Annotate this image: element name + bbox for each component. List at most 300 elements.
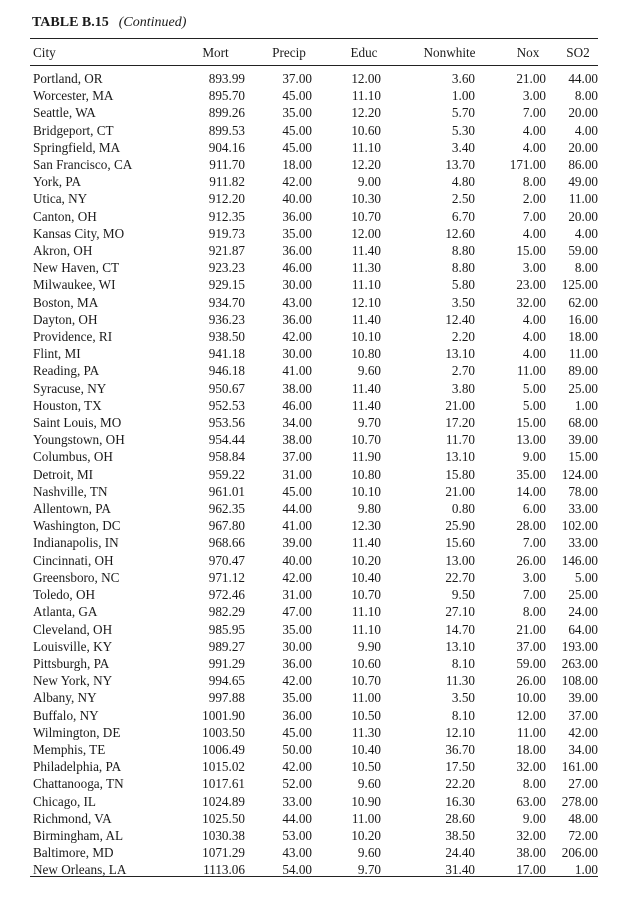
cell-educ: 12.00 xyxy=(351,71,381,86)
table-row xyxy=(30,173,598,190)
cell-nox: 63.00 xyxy=(516,793,546,809)
cell-so2: 20.00 xyxy=(568,139,598,155)
cell-educ: 11.00 xyxy=(351,810,381,826)
table-header-row xyxy=(30,41,598,65)
cell-so2: 72.00 xyxy=(568,827,598,843)
table-row xyxy=(30,397,598,414)
cell-so2: 42.00 xyxy=(568,724,598,740)
cell-so2: 78.00 xyxy=(568,483,598,499)
table-row xyxy=(30,827,598,844)
cell-nox: 171.00 xyxy=(509,157,546,173)
cell-nonwhite: 12.60 xyxy=(445,225,475,241)
cell-educ: 9.90 xyxy=(357,638,381,654)
cell-nox: 10.00 xyxy=(516,690,546,706)
cell-precip: 36.00 xyxy=(282,243,312,259)
cell-precip: 31.00 xyxy=(282,587,312,603)
cell-nonwhite: 3.80 xyxy=(451,380,475,396)
cell-mort: 1017.61 xyxy=(202,776,245,792)
cell-precip: 44.00 xyxy=(282,810,312,826)
table-row xyxy=(30,500,598,517)
cell-so2: 64.00 xyxy=(568,621,598,637)
cell-precip: 30.00 xyxy=(282,346,312,362)
cell-precip: 45.00 xyxy=(282,88,312,104)
cell-so2: 4.00 xyxy=(574,225,598,241)
cell-nox: 59.00 xyxy=(516,655,546,671)
cell-educ: 12.20 xyxy=(351,105,381,121)
table-row xyxy=(30,672,598,689)
cell-mort: 952.53 xyxy=(208,397,245,413)
cell-precip: 41.00 xyxy=(282,518,312,534)
cell-mort: 954.44 xyxy=(208,432,245,448)
cell-mort: 941.18 xyxy=(208,346,245,362)
cell-mort: 911.70 xyxy=(209,157,245,173)
cell-so2: 8.00 xyxy=(574,260,598,276)
table-row xyxy=(30,483,598,500)
cell-so2: 193.00 xyxy=(561,638,598,654)
cell-city: Seattle, WA xyxy=(33,105,96,121)
cell-educ: 10.80 xyxy=(351,346,381,362)
cell-precip: 35.00 xyxy=(282,225,312,241)
cell-city: Youngstown, OH xyxy=(33,432,125,448)
cell-educ: 12.00 xyxy=(351,225,381,241)
cell-mort: 929.15 xyxy=(208,277,245,293)
cell-educ: 11.40 xyxy=(351,243,381,259)
cell-so2: 15.00 xyxy=(568,449,598,465)
cell-so2: 11.00 xyxy=(568,346,598,362)
cell-mort: 899.26 xyxy=(208,105,245,121)
cell-educ: 10.70 xyxy=(351,208,381,224)
cell-mort: 991.29 xyxy=(208,655,245,671)
table-label: TABLE B.15 xyxy=(32,15,109,30)
cell-nox: 12.00 xyxy=(516,707,546,723)
cell-so2: 11.00 xyxy=(568,191,598,207)
cell-nonwhite: 17.20 xyxy=(445,415,475,431)
cell-precip: 40.00 xyxy=(282,191,312,207)
cell-educ: 10.70 xyxy=(351,673,381,689)
cell-nox: 7.00 xyxy=(522,208,546,224)
cell-mort: 921.87 xyxy=(208,243,245,259)
cell-mort: 997.88 xyxy=(208,690,245,706)
cell-educ: 11.10 xyxy=(351,139,381,155)
cell-nox: 15.00 xyxy=(516,243,546,259)
cell-educ: 10.70 xyxy=(351,432,381,448)
cell-mort: 994.65 xyxy=(208,673,245,689)
cell-mort: 1015.02 xyxy=(202,759,245,775)
table-row xyxy=(30,844,598,861)
cell-educ: 10.50 xyxy=(351,759,381,775)
cell-nox: 3.00 xyxy=(522,260,546,276)
cell-nonwhite: 31.40 xyxy=(445,862,475,878)
cell-so2: 62.00 xyxy=(568,294,598,310)
cell-nox: 21.00 xyxy=(516,621,546,637)
cell-so2: 68.00 xyxy=(568,415,598,431)
cell-mort: 971.12 xyxy=(208,569,245,585)
cell-precip: 36.00 xyxy=(282,208,312,224)
column-header-so2: SO2 xyxy=(566,45,590,60)
cell-so2: 20.00 xyxy=(568,105,598,121)
cell-educ: 10.70 xyxy=(351,587,381,603)
table-row xyxy=(30,276,598,293)
cell-educ: 10.50 xyxy=(351,707,381,723)
cell-city: Cincinnati, OH xyxy=(33,552,114,568)
cell-educ: 11.10 xyxy=(351,604,381,620)
cell-so2: 1.00 xyxy=(574,397,598,413)
cell-precip: 36.00 xyxy=(282,707,312,723)
cell-educ: 12.20 xyxy=(351,157,381,173)
cell-city: Allentown, PA xyxy=(33,501,111,517)
cell-precip: 38.00 xyxy=(282,380,312,396)
cell-nonwhite: 28.60 xyxy=(445,810,475,826)
cell-nonwhite: 16.30 xyxy=(445,793,475,809)
table-row xyxy=(30,638,598,655)
cell-nonwhite: 21.00 xyxy=(445,397,475,413)
cell-so2: 44.00 xyxy=(568,71,598,86)
cell-so2: 108.00 xyxy=(561,673,598,689)
cell-precip: 37.00 xyxy=(282,449,312,465)
cell-city: Portland, OR xyxy=(33,71,103,86)
table-row xyxy=(30,259,598,276)
table-row xyxy=(30,707,598,724)
cell-educ: 10.20 xyxy=(351,827,381,843)
cell-mort: 904.16 xyxy=(208,139,245,155)
cell-precip: 30.00 xyxy=(282,277,312,293)
table-row xyxy=(30,104,598,121)
cell-so2: 4.00 xyxy=(574,122,598,138)
cell-nonwhite: 2.70 xyxy=(451,363,475,379)
cell-mort: 968.66 xyxy=(208,535,245,551)
table-row xyxy=(30,380,598,397)
cell-nox: 26.00 xyxy=(516,552,546,568)
cell-nonwhite: 11.30 xyxy=(445,673,475,689)
table-row xyxy=(30,70,598,87)
cell-so2: 206.00 xyxy=(561,845,598,861)
cell-educ: 10.90 xyxy=(351,793,381,809)
cell-precip: 30.00 xyxy=(282,638,312,654)
cell-precip: 47.00 xyxy=(282,604,312,620)
cell-precip: 39.00 xyxy=(282,535,312,551)
cell-mort: 893.99 xyxy=(208,71,245,86)
cell-city: Cleveland, OH xyxy=(33,621,113,637)
cell-city: Birmingham, AL xyxy=(33,827,124,843)
cell-so2: 8.00 xyxy=(574,88,598,104)
cell-educ: 9.60 xyxy=(357,776,381,792)
cell-mort: 982.29 xyxy=(208,604,245,620)
column-header-nox: Nox xyxy=(516,45,540,60)
cell-nonwhite: 13.10 xyxy=(445,638,475,654)
cell-mort: 938.50 xyxy=(208,329,245,345)
cell-mort: 962.35 xyxy=(208,501,245,517)
column-header-mort: Mort xyxy=(202,45,229,60)
cell-educ: 9.60 xyxy=(357,363,381,379)
cell-nonwhite: 13.00 xyxy=(445,552,475,568)
cell-precip: 45.00 xyxy=(282,724,312,740)
cell-nonwhite: 0.80 xyxy=(451,501,475,517)
column-header-city: City xyxy=(33,45,56,60)
cell-nox: 8.00 xyxy=(522,604,546,620)
table-row xyxy=(30,311,598,328)
cell-so2: 161.00 xyxy=(561,759,598,775)
cell-so2: 49.00 xyxy=(568,174,598,190)
cell-nox: 4.00 xyxy=(522,122,546,138)
cell-precip: 36.00 xyxy=(282,655,312,671)
cell-so2: 25.00 xyxy=(568,380,598,396)
cell-nonwhite: 9.50 xyxy=(451,587,475,603)
table-row xyxy=(30,810,598,827)
cell-city: Houston, TX xyxy=(33,397,102,413)
cell-nox: 32.00 xyxy=(516,827,546,843)
cell-nox: 6.00 xyxy=(522,501,546,517)
cell-city: San Francisco, CA xyxy=(33,157,133,173)
cell-nox: 37.00 xyxy=(516,638,546,654)
cell-precip: 50.00 xyxy=(282,741,312,757)
cell-nox: 32.00 xyxy=(516,294,546,310)
cell-nox: 17.00 xyxy=(516,862,546,878)
table-row xyxy=(30,208,598,225)
cell-nonwhite: 5.80 xyxy=(451,277,475,293)
cell-so2: 59.00 xyxy=(568,243,598,259)
cell-precip: 35.00 xyxy=(282,621,312,637)
table-row xyxy=(30,775,598,792)
cell-city: New Orleans, LA xyxy=(33,862,127,878)
cell-educ: 11.40 xyxy=(351,535,381,551)
cell-city: Worcester, MA xyxy=(33,88,114,104)
cell-mort: 989.27 xyxy=(208,638,245,654)
cell-educ: 10.20 xyxy=(351,552,381,568)
cell-precip: 42.00 xyxy=(282,759,312,775)
cell-nonwhite: 2.50 xyxy=(451,191,475,207)
cell-city: Canton, OH xyxy=(33,208,97,224)
cell-mort: 953.56 xyxy=(208,415,245,431)
cell-nonwhite: 3.60 xyxy=(451,71,475,86)
cell-precip: 45.00 xyxy=(282,139,312,155)
cell-city: New York, NY xyxy=(33,673,113,689)
cell-nonwhite: 17.50 xyxy=(445,759,475,775)
cell-mort: 972.46 xyxy=(208,587,245,603)
table-row xyxy=(30,552,598,569)
cell-city: Bridgeport, CT xyxy=(33,122,114,138)
cell-nox: 7.00 xyxy=(522,535,546,551)
cell-precip: 43.00 xyxy=(282,845,312,861)
table-row xyxy=(30,87,598,104)
cell-mort: 959.22 xyxy=(208,466,245,482)
cell-city: Washington, DC xyxy=(33,518,121,534)
cell-city: Saint Louis, MO xyxy=(33,415,122,431)
cell-precip: 52.00 xyxy=(282,776,312,792)
cell-mort: 895.70 xyxy=(208,88,245,104)
cell-mort: 1001.90 xyxy=(202,707,245,723)
table-row xyxy=(30,534,598,551)
cell-city: Reading, PA xyxy=(33,363,100,379)
cell-nox: 4.00 xyxy=(522,139,546,155)
cell-so2: 102.00 xyxy=(561,518,598,534)
table-row xyxy=(30,569,598,586)
cell-city: Springfield, MA xyxy=(33,139,121,155)
cell-nox: 4.00 xyxy=(522,346,546,362)
cell-nonwhite: 21.00 xyxy=(445,483,475,499)
cell-educ: 9.60 xyxy=(357,845,381,861)
cell-educ: 10.60 xyxy=(351,122,381,138)
cell-mort: 967.80 xyxy=(208,518,245,534)
cell-mort: 985.95 xyxy=(208,621,245,637)
cell-nonwhite: 11.70 xyxy=(445,432,475,448)
column-header-precip: Precip xyxy=(272,45,306,60)
cell-city: Dayton, OH xyxy=(33,311,98,327)
cell-city: Providence, RI xyxy=(33,329,113,345)
cell-nonwhite: 24.40 xyxy=(445,845,475,861)
cell-city: Louisville, KY xyxy=(33,638,113,654)
cell-nox: 4.00 xyxy=(522,311,546,327)
cell-educ: 11.10 xyxy=(351,277,381,293)
cell-educ: 10.30 xyxy=(351,191,381,207)
cell-nonwhite: 3.40 xyxy=(451,139,475,155)
cell-educ: 11.10 xyxy=(351,88,381,104)
cell-city: New Haven, CT xyxy=(33,260,120,276)
table-row xyxy=(30,689,598,706)
cell-precip: 42.00 xyxy=(282,569,312,585)
cell-city: Akron, OH xyxy=(33,243,93,259)
cell-precip: 53.00 xyxy=(282,827,312,843)
cell-city: Chattanooga, TN xyxy=(33,776,124,792)
cell-nox: 9.00 xyxy=(522,810,546,826)
cell-mort: 1025.50 xyxy=(202,810,245,826)
cell-so2: 146.00 xyxy=(561,552,598,568)
cell-nox: 4.00 xyxy=(522,225,546,241)
cell-nonwhite: 2.20 xyxy=(451,329,475,345)
cell-precip: 41.00 xyxy=(282,363,312,379)
table-row xyxy=(30,139,598,156)
cell-precip: 31.00 xyxy=(282,466,312,482)
cell-nonwhite: 13.70 xyxy=(445,157,475,173)
table-row xyxy=(30,466,598,483)
cell-so2: 18.00 xyxy=(568,329,598,345)
cell-educ: 11.40 xyxy=(351,311,381,327)
cell-educ: 11.90 xyxy=(351,449,381,465)
cell-city: Buffalo, NY xyxy=(33,707,99,723)
cell-so2: 25.00 xyxy=(568,587,598,603)
cell-nox: 7.00 xyxy=(522,587,546,603)
cell-so2: 16.00 xyxy=(568,311,598,327)
cell-nox: 3.00 xyxy=(522,88,546,104)
cell-mort: 912.20 xyxy=(208,191,245,207)
cell-nox: 15.00 xyxy=(516,415,546,431)
cell-mort: 958.84 xyxy=(208,449,245,465)
cell-nonwhite: 15.60 xyxy=(445,535,475,551)
cell-educ: 9.70 xyxy=(357,862,381,878)
table-row xyxy=(30,225,598,242)
cell-so2: 33.00 xyxy=(568,501,598,517)
cell-nox: 14.00 xyxy=(516,483,546,499)
table-row xyxy=(30,122,598,139)
table-row xyxy=(30,586,598,603)
table-row xyxy=(30,190,598,207)
cell-nonwhite: 8.80 xyxy=(451,243,475,259)
table-row xyxy=(30,328,598,345)
table-row xyxy=(30,517,598,534)
table-row xyxy=(30,294,598,311)
cell-city: Atlanta, GA xyxy=(33,604,98,620)
cell-precip: 46.00 xyxy=(282,260,312,276)
table-row xyxy=(30,431,598,448)
cell-city: Greensboro, NC xyxy=(33,569,120,585)
table-row xyxy=(30,793,598,810)
cell-nonwhite: 14.70 xyxy=(445,621,475,637)
cell-educ: 9.70 xyxy=(357,415,381,431)
cell-mort: 919.73 xyxy=(208,225,245,241)
cell-so2: 37.00 xyxy=(568,707,598,723)
cell-precip: 45.00 xyxy=(282,483,312,499)
cell-so2: 278.00 xyxy=(561,793,598,809)
cell-precip: 46.00 xyxy=(282,397,312,413)
cell-city: York, PA xyxy=(33,174,82,190)
cell-city: Indianapolis, IN xyxy=(33,535,119,551)
cell-educ: 11.40 xyxy=(351,397,381,413)
cell-mort: 936.23 xyxy=(208,311,245,327)
cell-city: Wilmington, DE xyxy=(33,724,121,740)
cell-precip: 34.00 xyxy=(282,415,312,431)
cell-nox: 3.00 xyxy=(522,569,546,585)
cell-educ: 9.80 xyxy=(357,501,381,517)
table-row xyxy=(30,741,598,758)
table-body xyxy=(30,65,598,879)
cell-educ: 10.10 xyxy=(351,329,381,345)
cell-city: Columbus, OH xyxy=(33,449,113,465)
cell-educ: 10.40 xyxy=(351,741,381,757)
cell-mort: 923.23 xyxy=(208,260,245,276)
cell-so2: 89.00 xyxy=(568,363,598,379)
cell-nonwhite: 5.30 xyxy=(451,122,475,138)
cell-so2: 124.00 xyxy=(561,466,598,482)
cell-mort: 912.35 xyxy=(208,208,245,224)
cell-nox: 2.00 xyxy=(522,191,546,207)
cell-mort: 911.82 xyxy=(209,174,245,190)
cell-mort: 950.67 xyxy=(208,380,245,396)
table-row xyxy=(30,724,598,741)
cell-educ: 10.10 xyxy=(351,483,381,499)
cell-nox: 18.00 xyxy=(516,741,546,757)
cell-precip: 40.00 xyxy=(282,552,312,568)
table-continued-note: (Continued) xyxy=(118,15,187,30)
cell-city: Boston, MA xyxy=(33,294,99,310)
cell-nox: 11.00 xyxy=(516,724,546,740)
cell-educ: 11.00 xyxy=(351,690,381,706)
cell-city: Toledo, OH xyxy=(33,587,96,603)
cell-mort: 946.18 xyxy=(208,363,245,379)
cell-nonwhite: 12.10 xyxy=(445,724,475,740)
cell-precip: 35.00 xyxy=(282,690,312,706)
table-row xyxy=(30,156,598,173)
cell-nonwhite: 5.70 xyxy=(451,105,475,121)
cell-educ: 10.40 xyxy=(351,569,381,585)
cell-city: Memphis, TE xyxy=(33,741,106,757)
table-row xyxy=(30,448,598,465)
cell-nonwhite: 13.10 xyxy=(445,346,475,362)
cell-nonwhite: 22.70 xyxy=(445,569,475,585)
cell-precip: 33.00 xyxy=(282,793,312,809)
cell-so2: 27.00 xyxy=(568,776,598,792)
cell-nonwhite: 3.50 xyxy=(451,690,475,706)
data-table xyxy=(30,41,598,879)
cell-precip: 43.00 xyxy=(282,294,312,310)
table-row xyxy=(30,861,598,878)
cell-mort: 970.47 xyxy=(208,552,245,568)
cell-city: Kansas City, MO xyxy=(33,225,125,241)
cell-city: Chicago, IL xyxy=(33,793,96,809)
table-row xyxy=(30,758,598,775)
cell-so2: 39.00 xyxy=(568,690,598,706)
cell-educ: 12.30 xyxy=(351,518,381,534)
cell-nox: 11.00 xyxy=(516,363,546,379)
cell-mort: 1024.89 xyxy=(202,793,245,809)
